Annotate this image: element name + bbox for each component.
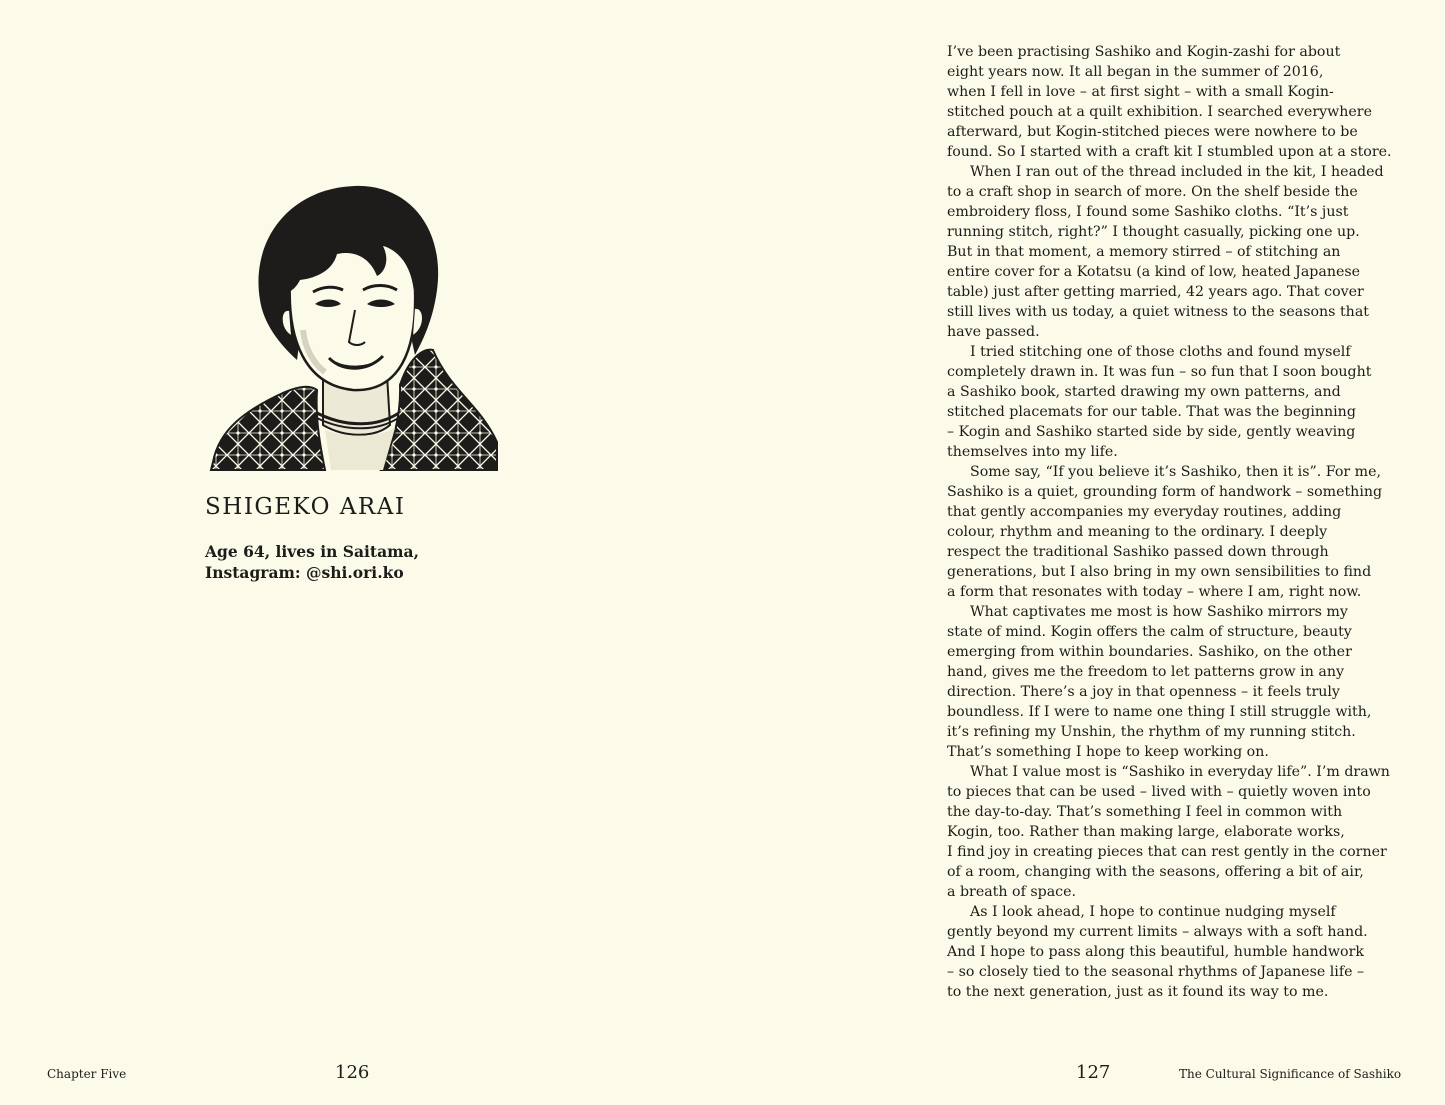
article-line: running stitch, right?” I thought casually, picking one up. [947, 224, 1360, 240]
article-line: gently beyond my current limits – always with a soft hand. [947, 924, 1368, 940]
article-line: found. So I started with a craft kit I stumbled upon at a store. [947, 144, 1392, 160]
article-line: embroidery floss, I found some Sashiko cloths. “It’s just [947, 204, 1349, 220]
article-text [947, 42, 1407, 1002]
article-line: entire cover for a Kotatsu (a kind of low, heated Japanese [947, 264, 1361, 280]
article-line: when I fell in love – at first sight – with a small Kogin- [947, 84, 1334, 100]
article-line: the day-to-day. That’s something I feel in common with [947, 804, 1343, 820]
article-line: I find joy in creating pieces that can rest gently in the corner [947, 844, 1387, 860]
profile-instagram: Instagram: @shi.ori.ko [205, 563, 404, 582]
article-line: – Kogin and Sashiko started side by side, gently weaving [947, 424, 1356, 440]
article-line: themselves into my life. [947, 444, 1118, 460]
article-line: What captivates me most is how Sashiko mirrors my [970, 604, 1348, 620]
article-line: still lives with us today, a quiet witness to the seasons that [947, 304, 1369, 320]
article-line: stitched placemats for our table. That was the beginning [947, 404, 1356, 420]
article-line: I’ve been practising Sashiko and Kogin-zashi for about [947, 44, 1341, 60]
article-line: a form that resonates with today – where I am, right now. [947, 584, 1362, 600]
article-line: to the next generation, just as it found its way to me. [947, 984, 1329, 1000]
portrait-illustration [205, 180, 505, 472]
article-line: When I ran out of the thread included in the kit, I headed [970, 164, 1384, 180]
article-line: have passed. [947, 324, 1040, 340]
article-line: stitched pouch at a quilt exhibition. I searched everywhere [947, 104, 1372, 120]
section-title-label: The Cultural Significance of Sashiko [1179, 1067, 1402, 1081]
article-line: direction. There’s a joy in that openness – it feels truly [947, 684, 1340, 700]
article-line: Kogin, too. Rather than making large, elaborate works, [947, 824, 1345, 840]
article-line: colour, rhythm and meaning to the ordinary. I deeply [947, 524, 1328, 540]
article-line: That’s something I hope to keep working on. [947, 744, 1269, 760]
article-line: table) just after getting married, 42 years ago. That cover [947, 284, 1364, 300]
article-line: What I value most is “Sashiko in everyday life”. I’m drawn [970, 764, 1390, 780]
chapter-label: Chapter Five [47, 1067, 127, 1081]
article-line: And I hope to pass along this beautiful, humble handwork [947, 944, 1364, 960]
article-line: to a craft shop in search of more. On the shelf beside the [947, 184, 1358, 200]
article-line: hand, gives me the freedom to let patterns grow in any [947, 664, 1344, 680]
page-number-left: 126 [335, 1062, 370, 1083]
article-line: of a room, changing with the seasons, offering a bit of air, [947, 864, 1364, 880]
article-line: generations, but I also bring in my own sensibilities to find [947, 564, 1372, 580]
article-line: As I look ahead, I hope to continue nudging myself [970, 904, 1336, 920]
article-line: Sashiko is a quiet, grounding form of handwork – something [947, 484, 1383, 500]
profile-details [205, 541, 419, 583]
article-line: a breath of space. [947, 884, 1077, 900]
right-page [723, 0, 1445, 1105]
profile-age-location: Age 64, lives in Saitama, [205, 542, 419, 561]
article-line: Some say, “If you believe it’s Sashiko, then it is”. For me, [970, 464, 1382, 480]
article-line: boundless. If I were to name one thing I still struggle with, [947, 704, 1372, 720]
article-line: eight years now. It all began in the summer of 2016, [947, 64, 1324, 80]
article-line: state of mind. Kogin offers the calm of structure, beauty [947, 624, 1352, 640]
article-line: – so closely tied to the seasonal rhythms of Japanese life – [947, 964, 1365, 980]
article-line: that gently accompanies my everyday routines, adding [947, 504, 1342, 520]
page-number-right: 127 [1076, 1062, 1111, 1083]
article-line: it’s refining my Unshin, the rhythm of my running stitch. [947, 724, 1356, 740]
article-line: a Sashiko book, started drawing my own patterns, and [947, 384, 1341, 400]
profile-name: SHIGEKO ARAI [205, 494, 406, 520]
article-line: But in that moment, a memory stirred – of stitching an [947, 244, 1341, 260]
article-line: respect the traditional Sashiko passed down through [947, 544, 1329, 560]
article-line: emerging from within boundaries. Sashiko, on the other [947, 644, 1352, 660]
article-line: I tried stitching one of those cloths and found myself [970, 344, 1351, 360]
article-line: completely drawn in. It was fun – so fun that I soon bought [947, 364, 1372, 380]
article-line: to pieces that can be used – lived with – quietly woven into [947, 784, 1371, 800]
article-line: afterward, but Kogin-stitched pieces were nowhere to be [947, 124, 1358, 140]
left-page [0, 0, 722, 1105]
